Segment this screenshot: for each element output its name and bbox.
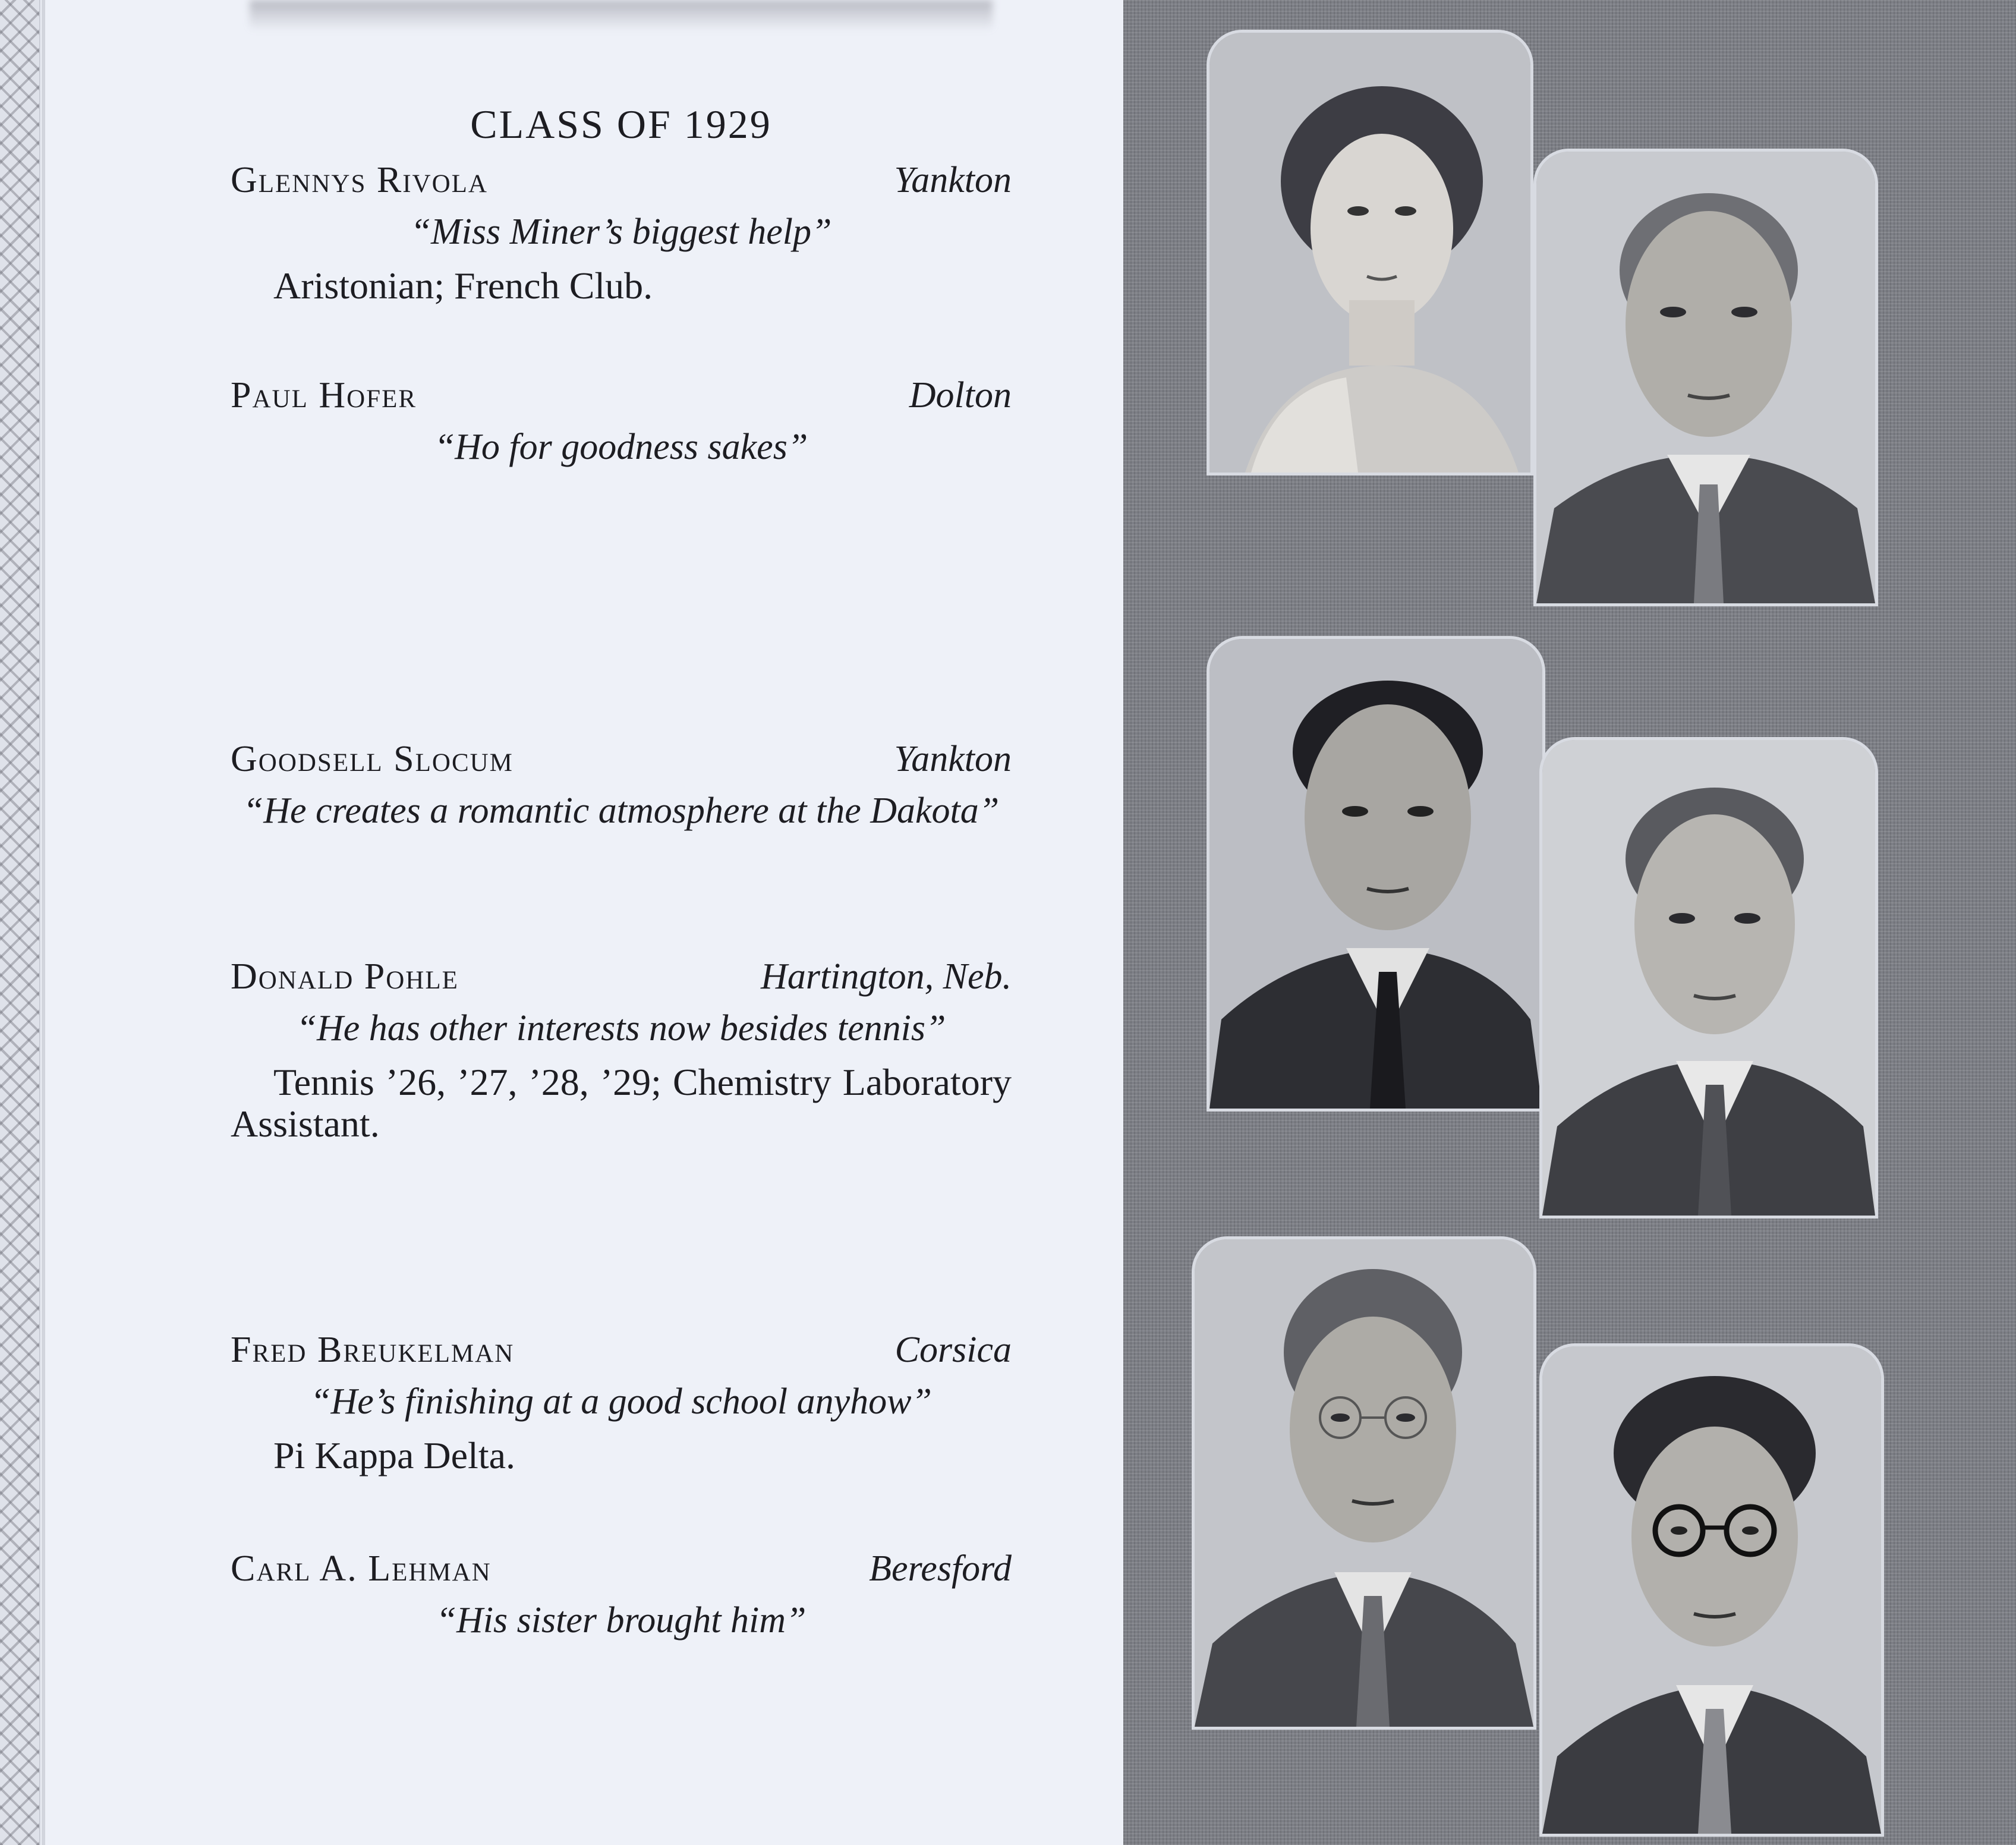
portrait-fred-breukelman (1195, 1239, 1533, 1727)
portrait-glennys-rivola (1209, 33, 1530, 473)
entry-paul-hofer (231, 374, 1012, 472)
entry-goodsell-slocum (231, 738, 1012, 836)
portrait-paul-hofer (1536, 152, 1875, 603)
portrait-panel (1123, 0, 2016, 1845)
entry-glennys-rivola (231, 159, 1012, 307)
entry-header (231, 956, 1012, 1003)
entry-fred-breukelman (231, 1329, 1012, 1476)
entry-carl-lehman (231, 1548, 1012, 1645)
student-quote: “His sister brought him” (436, 1600, 807, 1641)
portrait-frame (1539, 737, 1878, 1219)
entry-header (231, 1329, 1012, 1377)
entry-donald-pohle (231, 956, 1012, 1145)
entry-header (231, 738, 1012, 786)
student-quote: “Miss Miner’s biggest help” (410, 212, 832, 252)
text-column (231, 89, 1012, 1753)
student-quote: “He’s finishing at a good school anyhow” (310, 1381, 933, 1422)
student-name: Paul Hofer (231, 375, 417, 415)
entry-header (231, 374, 1012, 422)
student-name: Glennys Rivola (231, 160, 488, 200)
student-quote: “Ho for goodness sakes” (434, 427, 808, 467)
entry-header (231, 1548, 1012, 1595)
student-activities: Aristonian; French Club. (273, 265, 653, 307)
portrait-goodsell-slocum (1209, 639, 1542, 1109)
hometown: Dolton (909, 375, 1012, 415)
portrait-frame (1533, 149, 1878, 606)
entry-header (231, 159, 1012, 207)
hometown: Hartington, Neb. (761, 956, 1012, 997)
portrait-frame (1207, 30, 1533, 476)
portrait-frame (1192, 1236, 1536, 1730)
portrait-frame (1539, 1343, 1884, 1837)
student-quote: “He creates a romantic atmosphere at the Dakota” (242, 791, 1000, 831)
hometown: Corsica (894, 1330, 1012, 1370)
student-activities: Pi Kappa Delta. (273, 1434, 515, 1476)
hometown: Beresford (869, 1548, 1012, 1589)
decorative-border-strip (0, 0, 40, 1845)
student-name: Fred Breukelman (231, 1330, 515, 1370)
portrait-carl-lehman (1542, 1346, 1881, 1834)
student-name: Donald Pohle (231, 956, 459, 997)
page-heading: CLASS OF 1929 (470, 102, 772, 147)
student-quote: “He has other interests now besides tennis” (296, 1008, 946, 1049)
portrait-frame (1207, 636, 1545, 1112)
hometown: Yankton (894, 739, 1012, 779)
hometown: Yankton (894, 160, 1012, 200)
student-name: Carl A. Lehman (231, 1548, 492, 1589)
scan-smudge (250, 0, 993, 31)
portrait-donald-pohle (1542, 740, 1875, 1216)
student-name: Goodsell Slocum (231, 739, 514, 779)
student-activities: Tennis ’26, ’27, ’28, ’29; Chemistry Laboratory Assistant. (231, 1061, 1012, 1145)
